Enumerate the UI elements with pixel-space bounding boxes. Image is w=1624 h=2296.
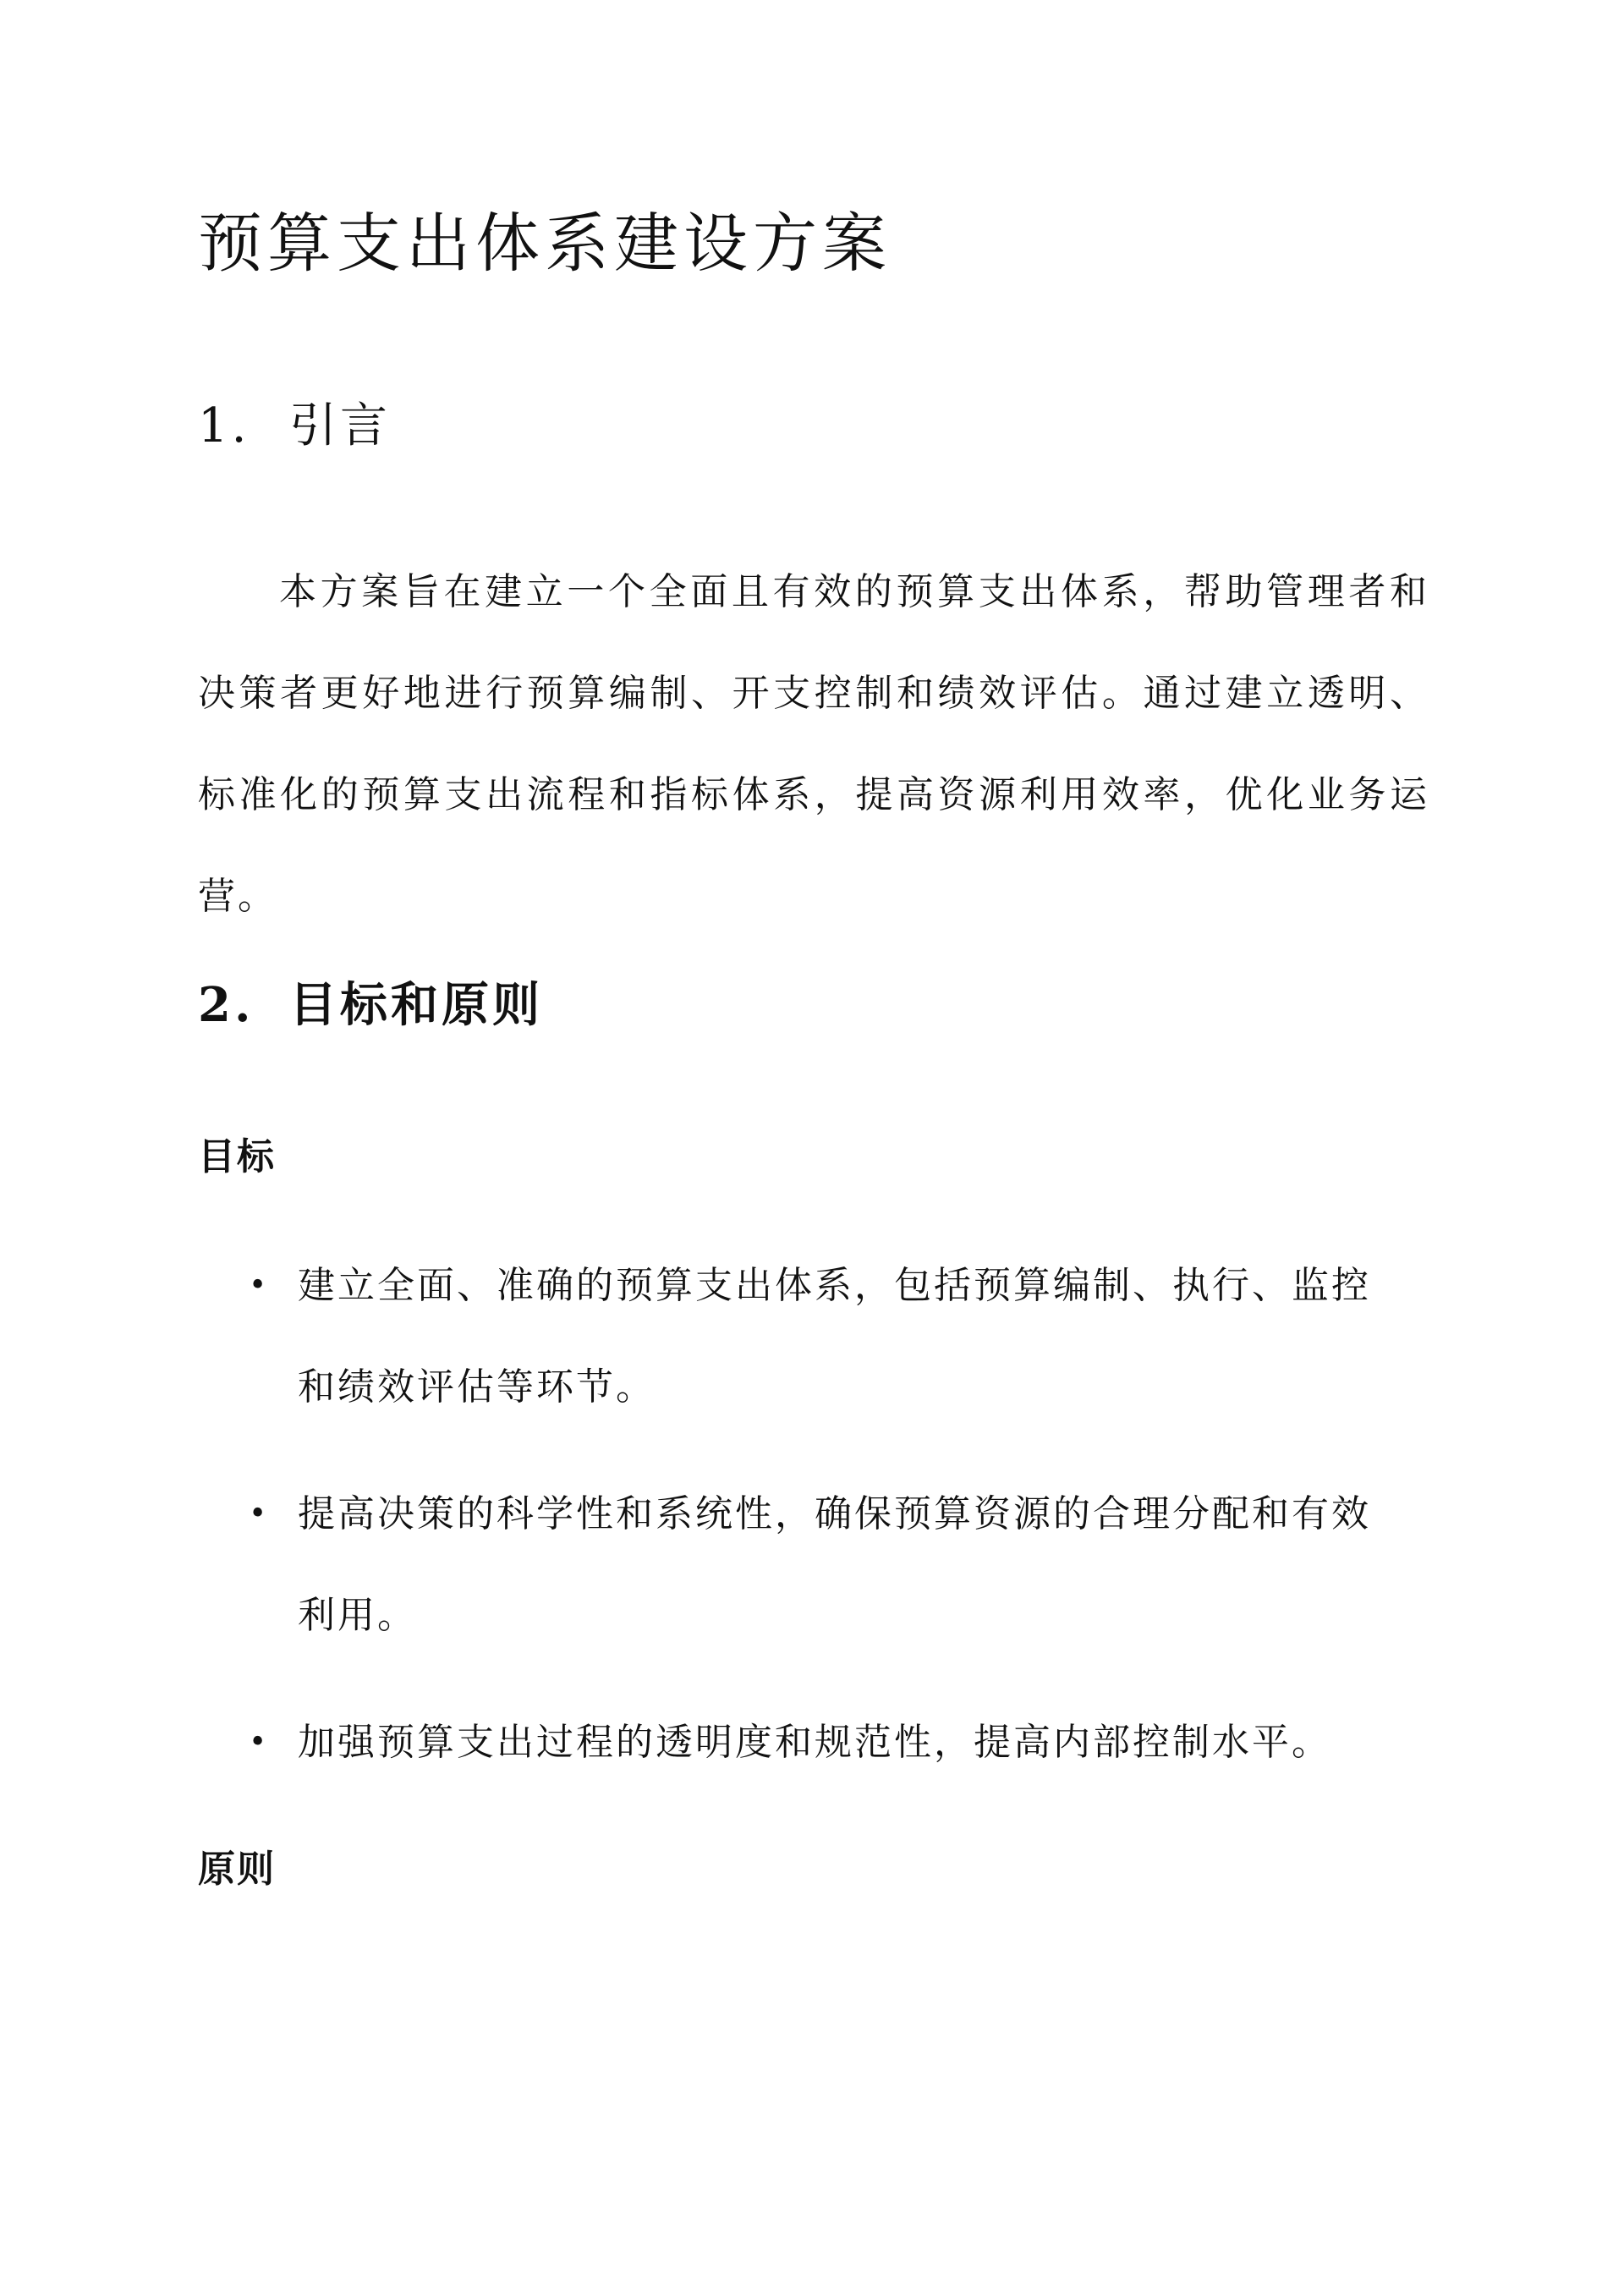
- list-item-text: 加强预算支出过程的透明度和规范性，提高内部控制水平。: [298, 1721, 1331, 1764]
- document-title: 预算支出体系建设方案: [198, 206, 892, 281]
- list-item-text: 建立全面、准确的预算支出体系，包括预算编制、执行、监控和绩效评估等环节。: [298, 1264, 1371, 1409]
- list-item-text: 提高决策的科学性和系统性，确保预算资源的合理分配和有效利用。: [298, 1492, 1371, 1637]
- section-number: 1.: [198, 398, 250, 453]
- section-heading-intro: [198, 393, 391, 460]
- list-item: [198, 1235, 1397, 1438]
- bullet-icon: •: [249, 1497, 270, 1531]
- subsection-heading-principles: 原则: [198, 1848, 276, 1891]
- list-item: [198, 1692, 1397, 1793]
- section-heading-goals-principles: [198, 971, 543, 1039]
- bullet-icon: •: [249, 1268, 270, 1303]
- list-item: [198, 1464, 1397, 1667]
- section-title: 引言: [289, 398, 391, 453]
- goals-list: [198, 1235, 1429, 1819]
- subsection-heading-goals: 目标: [198, 1135, 276, 1178]
- intro-paragraph: 本方案旨在建立一个全面且有效的预算支出体系，帮助管理者和决策者更好地进行预算编制、开支控制和绩效评估。通过建立透明、标准化的预算支出流程和指标体系，提高资源利用效率，优化业务运营。: [198, 570, 1429, 918]
- section-title: 目标和原则: [289, 977, 543, 1033]
- bullet-icon: •: [249, 1725, 270, 1760]
- section-number: 2.: [198, 977, 255, 1033]
